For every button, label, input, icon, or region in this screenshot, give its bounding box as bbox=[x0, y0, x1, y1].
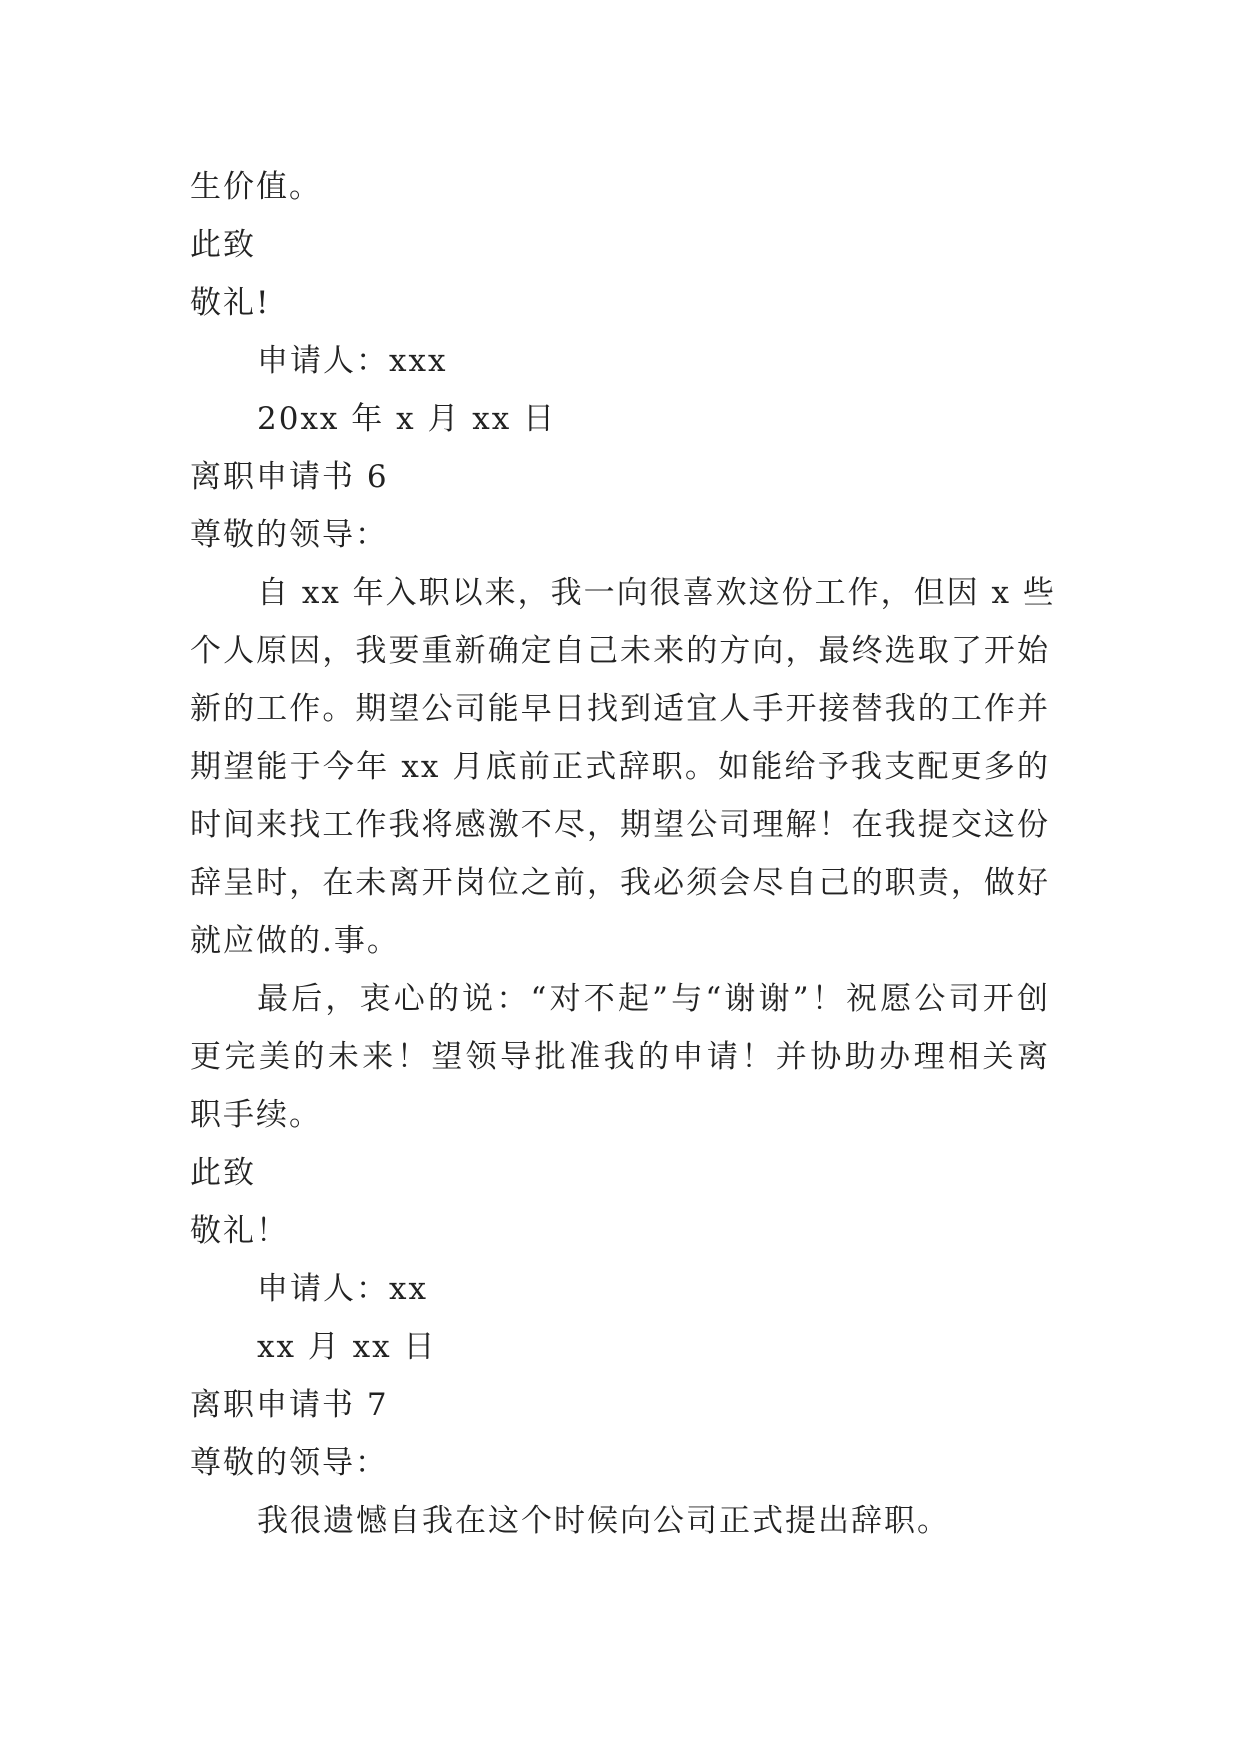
section-title: 离职申请书 6 bbox=[190, 459, 389, 495]
closing-line: 此致 bbox=[190, 227, 256, 263]
closing-line: 此致 bbox=[190, 1155, 256, 1191]
greeting-line: 尊敬的领导： bbox=[190, 1445, 388, 1481]
greeting-line: 尊敬的领导： bbox=[190, 517, 388, 553]
paragraph-line: 更完美的未来！望领导批准我的申请！并协助办理相关离 bbox=[190, 1039, 1050, 1075]
applicant-line: 申请人：xx bbox=[257, 1271, 428, 1307]
salutation-closing: 敬礼！ bbox=[190, 1213, 289, 1249]
applicant-line: 申请人：xxx bbox=[257, 343, 448, 379]
date-line: xx 月 xx 日 bbox=[257, 1329, 437, 1365]
paragraph-line: 时间来找工作我将感激不尽，期望公司理解！在我提交这份 bbox=[190, 807, 1050, 843]
paragraph-line: 我很遗憾自我在这个时候向公司正式提出辞职。 bbox=[257, 1503, 950, 1539]
paragraph-line: 期望能于今年 xx 月底前正式辞职。如能给予我支配更多的 bbox=[190, 749, 1050, 785]
salutation-closing: 敬礼! bbox=[190, 285, 271, 321]
date-line: 20xx 年 x 月 xx 日 bbox=[257, 401, 557, 437]
section-title: 离职申请书 7 bbox=[190, 1387, 389, 1423]
text-line: 生价值。 bbox=[190, 169, 322, 205]
paragraph-line: 最后，衷心的说：“对不起”与“谢谢”！祝愿公司开创 bbox=[257, 981, 1050, 1017]
paragraph-line: 新的工作。期望公司能早日找到适宜人手开接替我的工作并 bbox=[190, 691, 1050, 727]
paragraph-line: 职手续。 bbox=[190, 1097, 322, 1133]
paragraph-line: 就应做的.事。 bbox=[190, 923, 400, 959]
paragraph-line: 个人原因，我要重新确定自己未来的方向，最终选取了开始 bbox=[190, 633, 1050, 669]
paragraph-line: 辞呈时，在未离开岗位之前，我必须会尽自己的职责，做好 bbox=[190, 865, 1050, 901]
paragraph-line: 自 xx 年入职以来，我一向很喜欢这份工作，但因 x 些 bbox=[257, 575, 1056, 611]
